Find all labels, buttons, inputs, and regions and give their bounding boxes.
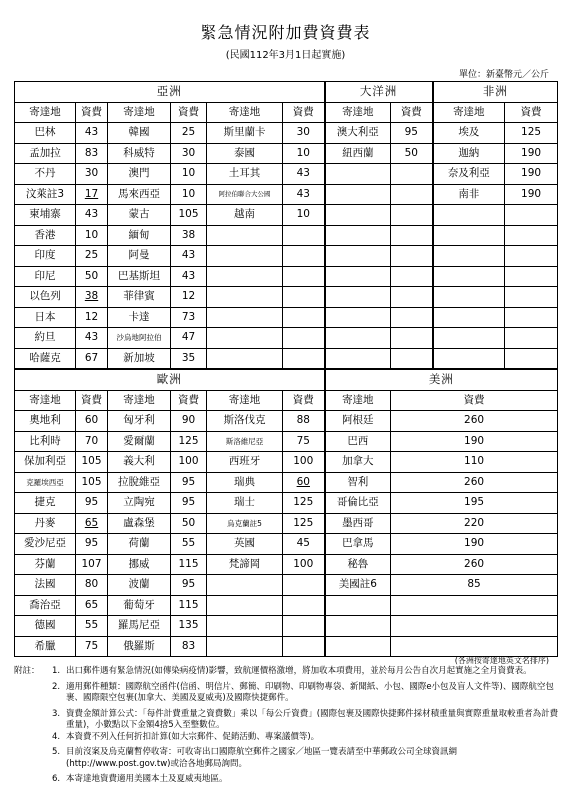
destination-cell: 以色列 (15, 287, 76, 308)
fee-cell: 73 (171, 307, 207, 328)
destination-cell: 奈及利亞 (433, 164, 505, 185)
table-row (15, 472, 558, 493)
table-row (15, 534, 558, 555)
fee-cell (391, 184, 433, 205)
fee-cell: 95 (391, 123, 433, 144)
col-fee-header: 資費 (171, 390, 207, 411)
fee-cell: 95 (76, 493, 108, 514)
table-row (15, 431, 558, 452)
fee-cell: 135 (171, 616, 207, 637)
fee-cell (283, 328, 325, 349)
destination-cell: 捷克 (15, 493, 76, 514)
fee-cell: 55 (171, 534, 207, 555)
fee-cell: 47 (171, 328, 207, 349)
destination-cell (207, 575, 283, 596)
destination-cell (325, 328, 391, 349)
fee-cell (283, 575, 325, 596)
destination-cell (325, 307, 391, 328)
fee-cell: 125 (505, 123, 558, 144)
destination-cell: 阿曼 (108, 246, 171, 267)
rate-table (14, 81, 558, 657)
fee-cell: 12 (171, 287, 207, 308)
destination-cell: 澳大利亞 (325, 123, 391, 144)
destination-cell: 阿根廷 (325, 411, 391, 432)
fee-cell (283, 246, 325, 267)
fee-cell (283, 266, 325, 287)
fee-cell: 10 (171, 184, 207, 205)
destination-cell (433, 246, 505, 267)
destination-cell: 保加利亞 (15, 452, 76, 473)
fee-cell: 260 (391, 472, 558, 493)
fee-cell (505, 246, 558, 267)
table-row (15, 266, 558, 287)
fee-cell: 88 (283, 411, 325, 432)
fee-cell: 30 (283, 123, 325, 144)
destination-cell: 紐西蘭 (325, 143, 391, 164)
destination-cell: 不丹 (15, 164, 76, 185)
destination-cell: 斯洛維尼亞 (207, 431, 283, 452)
fee-cell: 25 (76, 246, 108, 267)
fee-cell: 105 (76, 472, 108, 493)
fee-cell: 12 (76, 307, 108, 328)
col-fee-header: 資費 (391, 390, 558, 411)
destination-cell: 義大利 (108, 452, 171, 473)
col-fee-header: 資費 (76, 390, 108, 411)
fee-cell (391, 595, 558, 616)
destination-cell: 比利時 (15, 431, 76, 452)
fee-cell: 10 (283, 205, 325, 226)
table-row (15, 411, 558, 432)
fee-cell: 95 (171, 472, 207, 493)
fee-cell: 85 (391, 575, 558, 596)
fee-cell (505, 328, 558, 349)
fee-cell: 43 (283, 164, 325, 185)
fee-cell (505, 205, 558, 226)
fee-cell: 43 (283, 184, 325, 205)
col-dest-header: 寄達地 (207, 390, 283, 411)
destination-cell (207, 636, 283, 657)
fee-cell: 30 (171, 143, 207, 164)
col-dest-header: 寄達地 (433, 102, 505, 123)
region-header-row (15, 369, 558, 390)
fee-cell (391, 307, 433, 328)
fee-cell: 43 (171, 246, 207, 267)
col-dest-header: 寄達地 (325, 390, 391, 411)
destination-cell: 希臘 (15, 636, 76, 657)
destination-cell (433, 205, 505, 226)
fee-cell (391, 328, 433, 349)
fee-cell: 43 (76, 328, 108, 349)
destination-cell: 土耳其 (207, 164, 283, 185)
destination-cell: 立陶宛 (108, 493, 171, 514)
fee-cell: 50 (171, 513, 207, 534)
fee-cell: 60 (76, 411, 108, 432)
destination-cell: 秘魯 (325, 554, 391, 575)
destination-cell (207, 266, 283, 287)
destination-cell: 加拿大 (325, 452, 391, 473)
region-africa: 非洲 (433, 82, 558, 103)
destination-cell: 墨西哥 (325, 513, 391, 534)
column-header-row (15, 390, 558, 411)
fee-cell: 125 (283, 493, 325, 514)
table-row (15, 307, 558, 328)
fee-cell: 95 (171, 493, 207, 514)
fee-cell: 110 (391, 452, 558, 473)
table-row (15, 595, 558, 616)
destination-cell: 羅馬尼亞 (108, 616, 171, 637)
fee-cell: 50 (391, 143, 433, 164)
fee-cell: 95 (171, 575, 207, 596)
fee-cell: 115 (171, 554, 207, 575)
destination-cell (433, 328, 505, 349)
fee-cell (391, 287, 433, 308)
fee-cell (505, 287, 558, 308)
col-fee-header: 資費 (391, 102, 433, 123)
destination-cell: 迦納 (433, 143, 505, 164)
fee-cell: 25 (171, 123, 207, 144)
fee-cell (505, 307, 558, 328)
unit-label: 單位：新臺幣元／公斤 (458, 70, 549, 80)
table-row (15, 452, 558, 473)
sort-note: (各洲按寄達地英文名排序) (454, 656, 549, 665)
table-row (15, 184, 558, 205)
destination-cell: 梵諦岡 (207, 554, 283, 575)
table-row (15, 287, 558, 308)
destination-cell: 菲律賓 (108, 287, 171, 308)
fee-cell: 105 (171, 205, 207, 226)
footnote-6: 6. 本寄達地資費適用美國本土及夏威夷地區。 (52, 774, 228, 784)
fee-cell: 67 (76, 348, 108, 369)
destination-cell: 奧地利 (15, 411, 76, 432)
fee-cell (391, 636, 558, 657)
fee-cell (505, 225, 558, 246)
fee-cell (505, 348, 558, 369)
fee-cell (391, 266, 433, 287)
fee-cell: 100 (283, 554, 325, 575)
fee-cell: 55 (76, 616, 108, 637)
fee-cell: 190 (391, 534, 558, 555)
destination-cell (325, 184, 391, 205)
region-header-row (15, 82, 558, 103)
fee-cell (391, 616, 558, 637)
destination-cell: 斯洛伐克 (207, 411, 283, 432)
destination-cell: 拉脫維亞 (108, 472, 171, 493)
fee-cell: 100 (283, 452, 325, 473)
destination-cell (325, 348, 391, 369)
destination-cell (325, 287, 391, 308)
effective-date: (民國112年3月1日起實施) (225, 50, 346, 61)
destination-cell: 智利 (325, 472, 391, 493)
table-row (15, 164, 558, 185)
destination-cell: 克羅埃西亞 (15, 472, 76, 493)
footnote-4: 4. 本資費不列入任何折扣計算(如大宗郵件、促銷活動、專案議價等)。 (52, 731, 320, 742)
destination-cell: 波蘭 (108, 575, 171, 596)
fee-cell: 195 (391, 493, 558, 514)
destination-cell: 匈牙利 (108, 411, 171, 432)
fee-cell: 220 (391, 513, 558, 534)
fee-cell (283, 636, 325, 657)
fee-cell: 190 (505, 164, 558, 185)
destination-cell (207, 307, 283, 328)
region-europe: 歐洲 (15, 369, 325, 390)
destination-cell (325, 266, 391, 287)
fee-cell: 260 (391, 411, 558, 432)
fee-cell: 35 (171, 348, 207, 369)
destination-cell: 西班牙 (207, 452, 283, 473)
col-dest-header: 寄達地 (325, 102, 391, 123)
destination-cell (433, 266, 505, 287)
destination-cell: 巴基斯坦 (108, 266, 171, 287)
destination-cell: 卡達 (108, 307, 171, 328)
destination-cell: 緬甸 (108, 225, 171, 246)
destination-cell (207, 225, 283, 246)
destination-cell: 汶萊註3 (15, 184, 76, 205)
footnote-5: 5. 目前沒案及烏克蘭暫停收寄：可收寄出口國際航空郵件之國家／地區一覽表請至中華郵政公司全球資訊網(http://www.post.gov.tw)或洽各地郵局詢問。 (52, 747, 458, 769)
destination-cell: 泰國 (207, 143, 283, 164)
fee-cell: 115 (171, 595, 207, 616)
col-dest-header: 寄達地 (108, 390, 171, 411)
fee-cell: 83 (171, 636, 207, 657)
col-dest-header: 寄達地 (207, 102, 283, 123)
fee-cell: 90 (171, 411, 207, 432)
fee-cell: 10 (283, 143, 325, 164)
fee-cell: 75 (283, 431, 325, 452)
destination-cell (433, 348, 505, 369)
destination-cell: 芬蘭 (15, 554, 76, 575)
fee-cell: 75 (76, 636, 108, 657)
col-fee-header: 資費 (283, 390, 325, 411)
fee-cell (283, 616, 325, 637)
fee-cell: 100 (171, 452, 207, 473)
fee-cell: 10 (171, 164, 207, 185)
fee-cell: 125 (171, 431, 207, 452)
fee-cell: 38 (171, 225, 207, 246)
fee-cell: 70 (76, 431, 108, 452)
destination-cell (325, 636, 391, 657)
fee-cell: 43 (76, 205, 108, 226)
table-row (15, 513, 558, 534)
destination-cell: 愛沙尼亞 (15, 534, 76, 555)
destination-cell: 約旦 (15, 328, 76, 349)
destination-cell: 巴拿馬 (325, 534, 391, 555)
col-fee-header: 資費 (283, 102, 325, 123)
fee-cell: 17 (76, 184, 108, 205)
fee-cell: 10 (76, 225, 108, 246)
fee-cell: 80 (76, 575, 108, 596)
table-row (15, 554, 558, 575)
table-row (15, 348, 558, 369)
destination-cell (433, 287, 505, 308)
destination-cell: 蒙古 (108, 205, 171, 226)
destination-cell (433, 307, 505, 328)
region-oceania: 大洋洲 (325, 82, 433, 103)
footnote-label: 附註： (14, 666, 40, 676)
destination-cell: 愛爾蘭 (108, 431, 171, 452)
fee-cell (391, 225, 433, 246)
footnote-3: 3. 資費金額計算公式：「每件計費重量之資費數」乘以「每公斤資費」(國際包裹及國際快捷郵件採材積重量與實際重量取較重者為計費重量)，小數點以下金額4捨5入至整數位。 (52, 708, 559, 730)
destination-cell: 柬埔寨 (15, 205, 76, 226)
destination-cell: 美國註6 (325, 575, 391, 596)
region-asia: 亞洲 (15, 82, 325, 103)
destination-cell: 香港 (15, 225, 76, 246)
fee-cell (283, 595, 325, 616)
destination-cell (207, 246, 283, 267)
fee-cell (283, 348, 325, 369)
table-row (15, 123, 558, 144)
destination-cell (325, 595, 391, 616)
fee-cell: 95 (76, 534, 108, 555)
destination-cell (325, 225, 391, 246)
col-fee-header: 資費 (505, 102, 558, 123)
fee-cell: 107 (76, 554, 108, 575)
destination-cell: 印尼 (15, 266, 76, 287)
destination-cell (433, 225, 505, 246)
destination-cell: 澳門 (108, 164, 171, 185)
destination-cell: 英國 (207, 534, 283, 555)
col-dest-header: 寄達地 (108, 102, 171, 123)
fee-cell: 43 (76, 123, 108, 144)
destination-cell: 科威特 (108, 143, 171, 164)
fee-cell: 190 (391, 431, 558, 452)
destination-cell: 孟加拉 (15, 143, 76, 164)
destination-cell: 埃及 (433, 123, 505, 144)
fee-cell: 38 (76, 287, 108, 308)
fee-cell: 83 (76, 143, 108, 164)
destination-cell: 喬治亞 (15, 595, 76, 616)
destination-cell (207, 348, 283, 369)
destination-cell: 俄羅斯 (108, 636, 171, 657)
destination-cell (325, 616, 391, 637)
destination-cell: 日本 (15, 307, 76, 328)
fee-cell: 30 (76, 164, 108, 185)
destination-cell: 南非 (433, 184, 505, 205)
destination-cell: 巴林 (15, 123, 76, 144)
fee-cell (391, 164, 433, 185)
destination-cell: 哈薩克 (15, 348, 76, 369)
fee-cell: 43 (171, 266, 207, 287)
table-row (15, 328, 558, 349)
fee-cell: 190 (505, 143, 558, 164)
table-row (15, 636, 558, 657)
fee-cell (391, 348, 433, 369)
destination-cell: 法國 (15, 575, 76, 596)
destination-cell (207, 328, 283, 349)
destination-cell: 巴西 (325, 431, 391, 452)
fee-cell: 125 (283, 513, 325, 534)
destination-cell (325, 164, 391, 185)
destination-cell: 新加坡 (108, 348, 171, 369)
destination-cell (325, 205, 391, 226)
col-fee-header: 資費 (171, 102, 207, 123)
destination-cell (207, 616, 283, 637)
footnote-1: 附註： 1. 出口郵件遇有緊急情況(如傳染病疫情)影響，致航運價格激增，將加收本項費用，並於每月公告自次月起實施之全月資費表。 (14, 666, 532, 676)
destination-cell (325, 246, 391, 267)
fee-cell: 45 (283, 534, 325, 555)
fee-cell (391, 205, 433, 226)
destination-cell: 丹麥 (15, 513, 76, 534)
destination-cell: 印度 (15, 246, 76, 267)
fee-cell: 260 (391, 554, 558, 575)
fee-cell (505, 266, 558, 287)
destination-cell: 烏克蘭註5 (207, 513, 283, 534)
table-row (15, 225, 558, 246)
destination-cell: 葡萄牙 (108, 595, 171, 616)
destination-cell: 韓國 (108, 123, 171, 144)
footnotes (14, 666, 559, 786)
table-row (15, 493, 558, 514)
fee-cell (283, 225, 325, 246)
footnote-2: 2. 適用郵件種類：國際航空函件(信函、明信片、郵簡、印刷物、印刷物專袋、新聞紙、小包、國際e小包及盲人文件等)、國際航空包裹、國際限空包裹(加拿大、美國及夏威夷)及國際快捷郵件。 (52, 681, 554, 703)
destination-cell: 阿拉伯聯合大公國 (207, 184, 283, 205)
fee-cell: 60 (283, 472, 325, 493)
col-dest-header: 寄達地 (15, 102, 76, 123)
destination-cell: 斯里蘭卡 (207, 123, 283, 144)
destination-cell: 德國 (15, 616, 76, 637)
destination-cell: 盧森堡 (108, 513, 171, 534)
fee-cell: 190 (505, 184, 558, 205)
table-row (15, 575, 558, 596)
col-fee-header: 資費 (76, 102, 108, 123)
destination-cell: 瑞士 (207, 493, 283, 514)
table-row (15, 616, 558, 637)
column-header-row (15, 102, 558, 123)
table-row (15, 246, 558, 267)
fee-cell: 65 (76, 595, 108, 616)
destination-cell: 越南 (207, 205, 283, 226)
fee-cell: 50 (76, 266, 108, 287)
fee-cell (391, 246, 433, 267)
fee-cell: 105 (76, 452, 108, 473)
destination-cell: 荷蘭 (108, 534, 171, 555)
destination-cell: 挪威 (108, 554, 171, 575)
destination-cell: 沙烏地阿拉伯 (108, 328, 171, 349)
fee-cell (283, 307, 325, 328)
destination-cell: 瑞典 (207, 472, 283, 493)
fee-cell (283, 287, 325, 308)
table-row (15, 205, 558, 226)
destination-cell: 哥倫比亞 (325, 493, 391, 514)
col-dest-header: 寄達地 (15, 390, 76, 411)
table-row (15, 143, 558, 164)
region-americas: 美洲 (325, 369, 558, 390)
page-title: 緊急情況附加費資費表 (200, 23, 371, 42)
destination-cell (207, 287, 283, 308)
destination-cell (207, 595, 283, 616)
destination-cell: 馬來西亞 (108, 184, 171, 205)
fee-cell: 65 (76, 513, 108, 534)
